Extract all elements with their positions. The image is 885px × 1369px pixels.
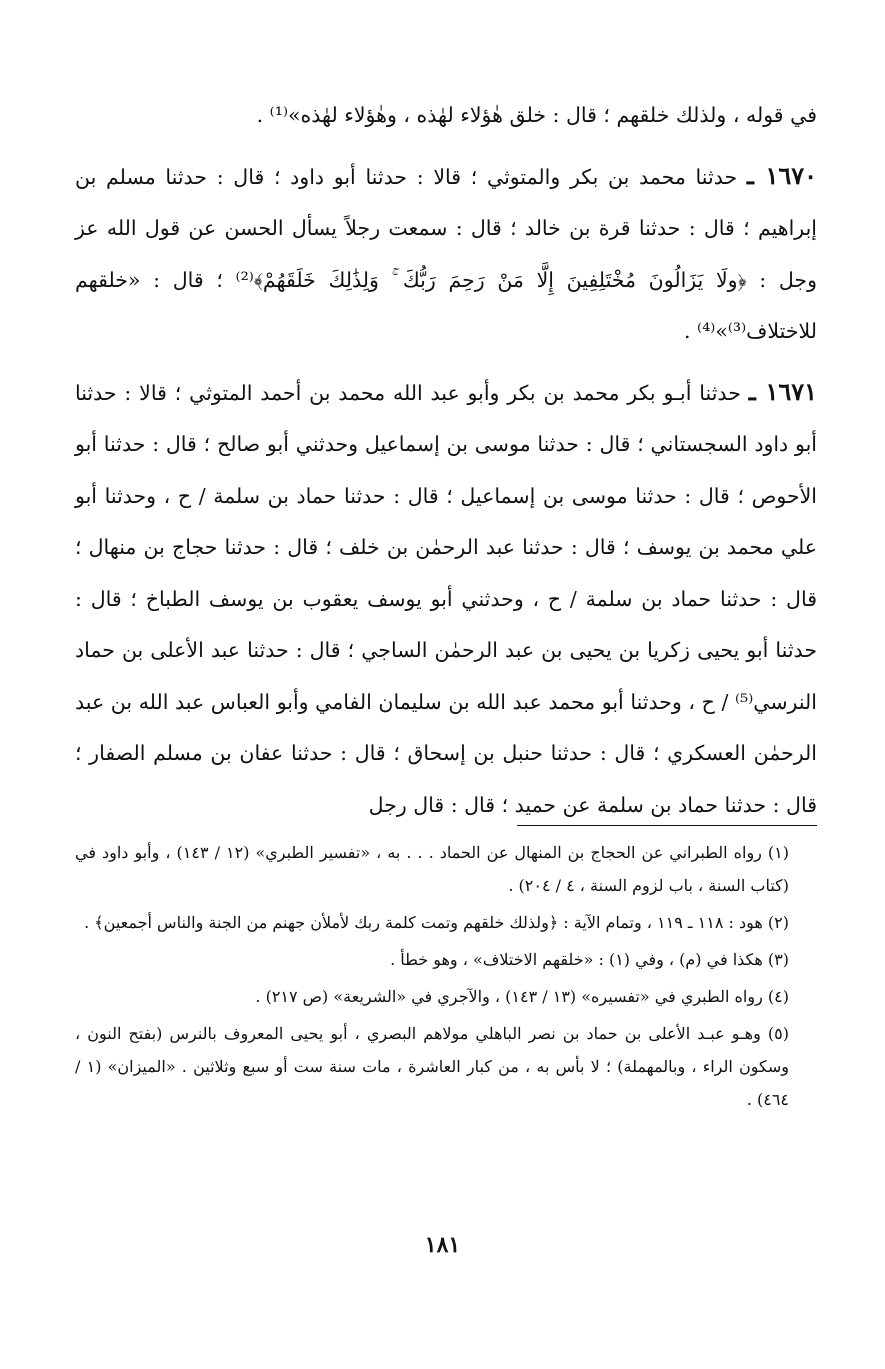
footnote-3: (٣) هكذا في (م) ، وفي (١) : «خلقهم الاختلاف» ، وهو خطأ . [390,950,789,969]
footnote-1: (١) رواه الطبراني عن الحجاج بن المنهال عن الحماد . . . به ، «تفسير الطبري» (١٢ / ١٤٣) ، وأبو داود في (كتاب السنة ، باب لزوم السنة ، ٤ / ٢٠٤) . [75,843,790,895]
continuation-paragraph: في قوله ، ولذلك خلقهم ؛ قال : خلق هٰؤلاء لهٰذه ، وهٰؤلاء لهٰذه»⁽¹⁾ . [256,103,817,127]
hadith-text: حدثنا محمد بن بكر والمتوثي ؛ قالا : حدثنا أبو داود ؛ قال : حدثنا مسلم بن إبراهيم ؛ قال : حدثنا قرة بن خالد ؛ قال : سمعت رجلاً يسأل الحسن عن قول الله عز وجل : ﴿ولَا يَزَالُونَ مُخْتَلِفِينَ إِلَّا مَنْ رَحِمَ رَبُّكَ ۚ وَلِذَٰلِكَ خَلَقَهُمْ﴾⁽²⁾ ؛ قال : «خلقهم للاختلاف⁽³⁾»⁽⁴⁾ . [75,164,817,343]
hadith-number: ١٦٧١ ـ [748,376,817,406]
hadith-number: ١٦٧٠ ـ [746,160,817,190]
hadith-1671 [75,366,817,832]
hadith-1670 [75,150,817,358]
footnote-5: (٥) وهـو عبـد الأعلى بن حماد بن نصر الباهلي مولاهم البصري ، أبو يحيى المعروف بالنرس (بفتح النون ، وسكون الراء ، وبالمهملة) ؛ لا بأس به ، من كبار العاشرة ، مات سنة ست أو سبع وثلاثين . «الميزان» (١ / ٤٦٤) . [75,1024,790,1109]
main-text [75,90,817,831]
footnotes [75,836,813,1120]
footnote-divider [517,825,817,826]
footnote-4: (٤) رواه الطبري في «تفسيره» (١٣ / ١٤٣) ، والآجري في «الشريعة» (ص ٢١٧) . [255,987,789,1006]
hadith-text: حدثنا أبـو بكر محمد بن بكر وأبو عبد الله محمد بن أحمد المتوثي ؛ قالا : حدثنا أبو داود السجستاني ؛ قال : حدثنا موسى بن إسماعيل وحدثني أبو صالح ؛ قال : حدثنا أبو الأحوص ؛ قال : حدثنا موسى بن إسماعيل ؛ قال : حدثنا حماد بن سلمة / ح ، وحدثنا أبو علي محمد بن يوسف ؛ قال : حدثنا عبد الرحمٰن بن خلف ؛ قال : حدثنا حجاج بن منهال ؛ قال : حدثنا حماد بن سلمة / ح ، وحدثني أبو يوسف يعقوب بن يوسف الطباخ ؛ قال : حدثنا أبو يحيى زكريا بن يحيى بن عبد الرحمٰن الساجي ؛ قال : حدثنا عبد الأعلى بن حماد النرسي⁽⁵⁾ / ح ، وحدثنا أبو محمد عبد الله بن سليمان الفامي وأبو العباس عبد الله بن عبد الرحمٰن العسكري ؛ قال : حدثنا حنبل بن إسحاق ؛ قال : حدثنا عفان بن مسلم الصفار ؛ قال : حدثنا حماد بن سلمة عن حميد ؛ قال : قال رجل [75,380,818,817]
footnote-2: (٢) هود : ١١٨ ـ ١١٩ ، وتمام الآية : ﴿ولذلك خلقهم وتمت كلمة ربك لأملأن جهنم من الجنة والناس أجمعين﴾ . [84,913,789,932]
page-number: ١٨١ [424,1232,461,1258]
